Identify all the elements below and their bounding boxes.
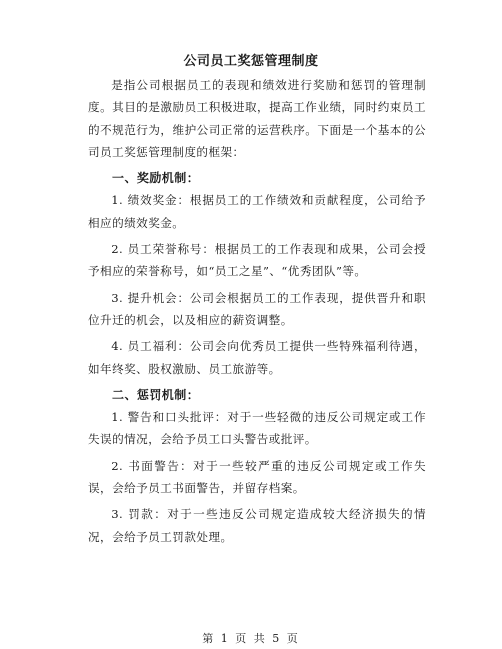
section-heading-rewards: 一、奖励机制： <box>112 171 200 186</box>
penalty-item-2: 2. 书面警告：对于一些较严重的违反公司规定或工作失误，会给予员工书面警告，并留存档案。 <box>88 458 426 496</box>
reward-item-4: 4. 员工福利：公司会向优秀员工提供一些特殊福利待遇，如年终奖、股权激励、员工旅游等。 <box>88 339 426 376</box>
document-body <box>88 74 426 548</box>
intro-paragraph: 是指公司根据员工的表现和绩效进行奖励和惩罚的管理制度。其目的是激励员工积极进取，提高工作业绩，同时约束员工的不规范行为，维护公司正常的运营秩序。下面是一个基本的公司员工奖惩管理制度的框架： <box>88 78 426 159</box>
penalty-item-3: 3. 罚款：对于一些违反公司规定造成较大经济损失的情况，会给予员工罚款处理。 <box>88 507 426 544</box>
page-number-footer: 第 1 页 共 5 页 <box>202 632 300 645</box>
reward-item-3: 3. 提升机会：公司会根据员工的工作表现，提供晋升和职位升迁的机会，以及相应的薪资调整。 <box>88 290 426 327</box>
section-heading-penalties: 二、惩罚机制： <box>112 387 200 402</box>
reward-item-1: 1. 绩效奖金：根据员工的工作绩效和贡献程度，公司给予相应的绩效奖金。 <box>88 193 426 230</box>
penalty-item-1: 1. 警告和口头批评：对于一些轻微的违反公司规定或工作失误的情况，会给予员工口头警告或批评。 <box>88 410 426 447</box>
reward-item-2: 2. 员工荣誉称号：根据员工的工作表现和成果，公司会授予相应的荣誉称号，如“员工之星”、“优秀团队”等。 <box>88 242 426 279</box>
document-title: 公司员工奖惩管理制度 <box>183 54 319 69</box>
